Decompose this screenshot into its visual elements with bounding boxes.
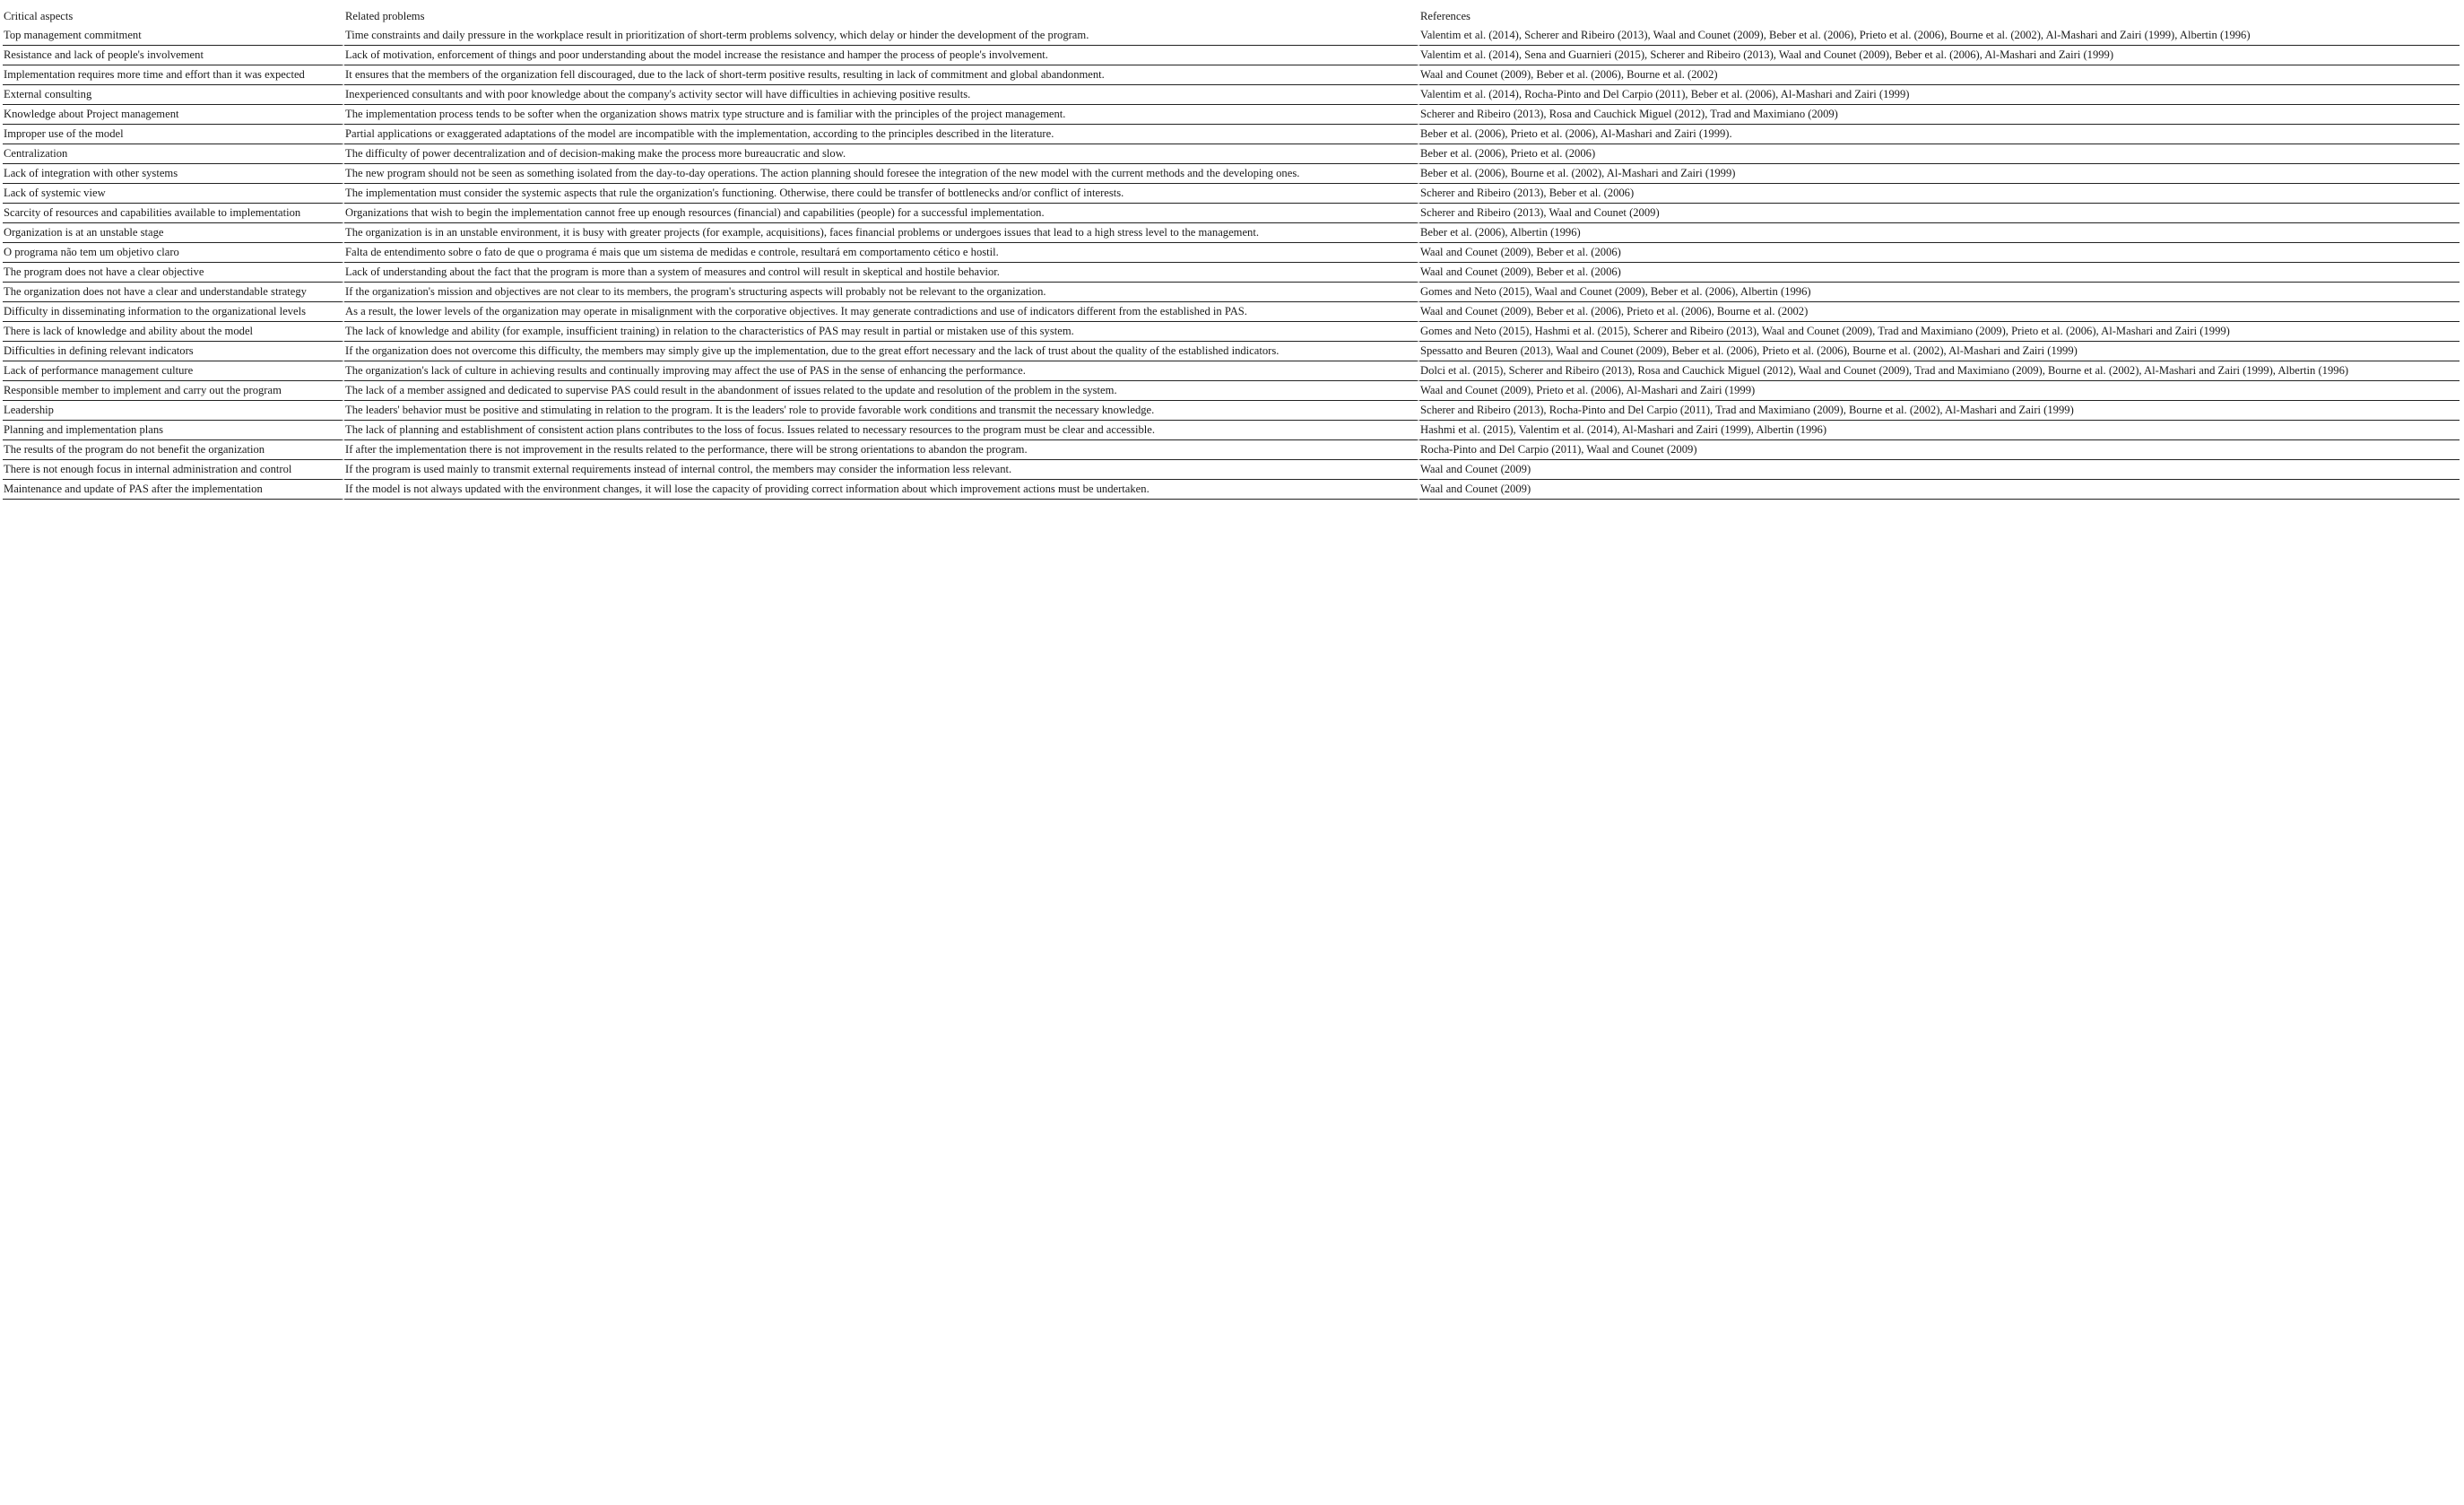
table-row [3, 381, 2460, 401]
table-row [3, 105, 2460, 125]
references-cell: Scherer and Ribeiro (2013), Rosa and Cauchick Miguel (2012), Trad and Maximiano (2009) [1419, 105, 2460, 125]
references-cell: Waal and Counet (2009) [1419, 480, 2460, 500]
table-header [3, 6, 2460, 26]
references-cell: Waal and Counet (2009), Beber et al. (2006) [1419, 263, 2460, 283]
references-cell: Scherer and Ribeiro (2013), Rocha-Pinto and Del Carpio (2011), Trad and Maximiano (2009), Bourne et al. (2002), Al-Mashari and Zairi (1999) [1419, 401, 2460, 421]
related-problem-cell: Inexperienced consultants and with poor knowledge about the company's activity sector will have difficulties in achieving positive results. [344, 85, 1419, 105]
critical-aspect-cell: Leadership [3, 401, 344, 421]
related-problem-cell: The organization's lack of culture in achieving results and continually improving may affect the use of PAS in the sense of enhancing the performance. [344, 361, 1419, 381]
related-problem-cell: The implementation process tends to be softer when the organization shows matrix type structure and is familiar with the principles of the project management. [344, 105, 1419, 125]
critical-aspect-cell: There is lack of knowledge and ability about the model [3, 322, 344, 342]
related-problem-cell: The lack of planning and establishment of consistent action plans contributes to the loss of focus. Issues related to necessary resources to the program must be clear and accessible. [344, 421, 1419, 440]
related-problem-cell: If the program is used mainly to transmit external requirements instead of internal control, the members may consider the information less relevant. [344, 460, 1419, 480]
header-references: References [1420, 10, 1471, 22]
critical-aspect-cell: Top management commitment [3, 26, 344, 46]
related-problem-cell: It ensures that the members of the organization fell discouraged, due to the lack of short-term positive results, resulting in lack of commitment and global abandonment. [344, 65, 1419, 85]
related-problem-cell: The leaders' behavior must be positive and stimulating in relation to the program. It is the leaders' role to provide favorable work conditions and transmit the necessary knowledge. [344, 401, 1419, 421]
references-cell: Waal and Counet (2009) [1419, 460, 2460, 480]
references-cell: Waal and Counet (2009), Beber et al. (2006), Prieto et al. (2006), Bourne et al. (2002) [1419, 302, 2460, 322]
critical-aspect-cell: Scarcity of resources and capabilities available to implementation [3, 204, 344, 223]
critical-aspect-cell: The results of the program do not benefit the organization [3, 440, 344, 460]
table-row [3, 125, 2460, 144]
related-problem-cell: As a result, the lower levels of the organization may operate in misalignment with the corporative objectives. It may generate contradictions and use of indicators different from the established in PAS. [344, 302, 1419, 322]
table-row [3, 342, 2460, 361]
references-cell: Spessatto and Beuren (2013), Waal and Counet (2009), Beber et al. (2006), Prieto et al. (2006), Bourne et al. (2002), Al-Mashari and Zairi (1999) [1419, 342, 2460, 361]
table-row [3, 26, 2460, 46]
header-related-problems: Related problems [345, 10, 425, 22]
table-row [3, 204, 2460, 223]
table-row [3, 223, 2460, 243]
table-row [3, 164, 2460, 184]
critical-aspect-cell: Planning and implementation plans [3, 421, 344, 440]
table-row [3, 263, 2460, 283]
table-row [3, 361, 2460, 381]
related-problem-cell: Falta de entendimento sobre o fato de que o programa é mais que um sistema de medidas e controle, resultará em comportamento cético e hostil. [344, 243, 1419, 263]
related-problem-cell: If the model is not always updated with the environment changes, it will lose the capacity of providing correct information about which improvement actions must be undertaken. [344, 480, 1419, 500]
table-row [3, 480, 2460, 500]
critical-aspect-cell: Knowledge about Project management [3, 105, 344, 125]
table-row [3, 421, 2460, 440]
related-problem-cell: The implementation must consider the systemic aspects that rule the organization's functioning. Otherwise, there could be transfer of bottlenecks and/or conflict of interests. [344, 184, 1419, 204]
critical-aspect-cell: Lack of systemic view [3, 184, 344, 204]
table-row [3, 46, 2460, 65]
related-problem-cell: Time constraints and daily pressure in the workplace result in prioritization of short-term problems solvency, which delay or hinder the development of the program. [344, 26, 1419, 46]
critical-aspect-cell: Implementation requires more time and effort than it was expected [3, 65, 344, 85]
critical-aspect-cell: Lack of integration with other systems [3, 164, 344, 184]
critical-aspect-cell: Responsible member to implement and carry out the program [3, 381, 344, 401]
table-row [3, 283, 2460, 302]
table-row [3, 401, 2460, 421]
related-problem-cell: Lack of understanding about the fact that the program is more than a system of measures and control will result in skeptical and hostile behavior. [344, 263, 1419, 283]
related-problem-cell: The lack of knowledge and ability (for example, insufficient training) in relation to the characteristics of PAS may result in partial or mistaken use of this system. [344, 322, 1419, 342]
critical-aspect-cell: There is not enough focus in internal administration and control [3, 460, 344, 480]
related-problem-cell: The organization is in an unstable environment, it is busy with greater projects (for example, acquisitions), faces financial problems or undergoes issues that lead to a high stress level to the management. [344, 223, 1419, 243]
table-row [3, 460, 2460, 480]
critical-aspect-cell: O programa não tem um objetivo claro [3, 243, 344, 263]
critical-aspect-cell: The program does not have a clear objective [3, 263, 344, 283]
critical-aspect-cell: Centralization [3, 144, 344, 164]
critical-aspect-cell: Improper use of the model [3, 125, 344, 144]
references-cell: Beber et al. (2006), Albertin (1996) [1419, 223, 2460, 243]
references-cell: Dolci et al. (2015), Scherer and Ribeiro (2013), Rosa and Cauchick Miguel (2012), Waal and Counet (2009), Trad and Maximiano (2009), Bourne et al. (2002), Al-Mashari and Zairi (1999), Albertin (1996) [1419, 361, 2460, 381]
references-cell: Beber et al. (2006), Bourne et al. (2002), Al-Mashari and Zairi (1999) [1419, 164, 2460, 184]
related-problem-cell: If the organization's mission and objectives are not clear to its members, the program's structuring aspects will probably not be relevant to the organization. [344, 283, 1419, 302]
table-row [3, 184, 2460, 204]
critical-aspects-table-container [3, 6, 2460, 500]
references-cell: Waal and Counet (2009), Beber et al. (2006), Bourne et al. (2002) [1419, 65, 2460, 85]
critical-aspect-cell: Difficulties in defining relevant indicators [3, 342, 344, 361]
related-problem-cell: The lack of a member assigned and dedicated to supervise PAS could result in the abandonment of issues related to the update and resolution of the problem in the system. [344, 381, 1419, 401]
critical-aspects-table [3, 6, 2460, 500]
references-cell: Scherer and Ribeiro (2013), Waal and Counet (2009) [1419, 204, 2460, 223]
references-cell: Scherer and Ribeiro (2013), Beber et al. (2006) [1419, 184, 2460, 204]
table-row [3, 302, 2460, 322]
header-critical-aspects: Critical aspects [4, 10, 74, 22]
header-row [3, 6, 2460, 26]
related-problem-cell: If the organization does not overcome this difficulty, the members may simply give up the implementation, due to the great effort necessary and the lack of trust about the quality of the established indicators. [344, 342, 1419, 361]
related-problem-cell: Partial applications or exaggerated adaptations of the model are incompatible with the implementation, according to the principles described in the literature. [344, 125, 1419, 144]
critical-aspect-cell: External consulting [3, 85, 344, 105]
references-cell: Waal and Counet (2009), Prieto et al. (2006), Al-Mashari and Zairi (1999) [1419, 381, 2460, 401]
critical-aspect-cell: Resistance and lack of people's involvement [3, 46, 344, 65]
references-cell: Valentim et al. (2014), Sena and Guarnieri (2015), Scherer and Ribeiro (2013), Waal and Counet (2009), Beber et al. (2006), Al-Mashari and Zairi (1999) [1419, 46, 2460, 65]
related-problem-cell: If after the implementation there is not improvement in the results related to the performance, there will be strong orientations to abandon the program. [344, 440, 1419, 460]
table-row [3, 322, 2460, 342]
table-row [3, 144, 2460, 164]
related-problem-cell: The difficulty of power decentralization and of decision-making make the process more bureaucratic and slow. [344, 144, 1419, 164]
table-body [3, 26, 2460, 500]
related-problem-cell: Organizations that wish to begin the implementation cannot free up enough resources (financial) and capabilities (people) for a successful implementation. [344, 204, 1419, 223]
references-cell: Gomes and Neto (2015), Waal and Counet (2009), Beber et al. (2006), Albertin (1996) [1419, 283, 2460, 302]
references-cell: Valentim et al. (2014), Scherer and Ribeiro (2013), Waal and Counet (2009), Beber et al. (2006), Prieto et al. (2006), Bourne et al. (2002), Al-Mashari and Zairi (1999), Albertin (1996) [1419, 26, 2460, 46]
references-cell: Rocha-Pinto and Del Carpio (2011), Waal and Counet (2009) [1419, 440, 2460, 460]
critical-aspect-cell: The organization does not have a clear and understandable strategy [3, 283, 344, 302]
critical-aspect-cell: Difficulty in disseminating information to the organizational levels [3, 302, 344, 322]
references-cell: Beber et al. (2006), Prieto et al. (2006) [1419, 144, 2460, 164]
critical-aspect-cell: Lack of performance management culture [3, 361, 344, 381]
critical-aspect-cell: Organization is at an unstable stage [3, 223, 344, 243]
references-cell: Hashmi et al. (2015), Valentim et al. (2014), Al-Mashari and Zairi (1999), Albertin (1996) [1419, 421, 2460, 440]
critical-aspect-cell: Maintenance and update of PAS after the implementation [3, 480, 344, 500]
table-row [3, 85, 2460, 105]
table-row [3, 243, 2460, 263]
related-problem-cell: Lack of motivation, enforcement of things and poor understanding about the model increase the resistance and hamper the process of people's involvement. [344, 46, 1419, 65]
table-row [3, 65, 2460, 85]
references-cell: Beber et al. (2006), Prieto et al. (2006), Al-Mashari and Zairi (1999). [1419, 125, 2460, 144]
related-problem-cell: The new program should not be seen as something isolated from the day-to-day operations. The action planning should foresee the integration of the new model with the current methods and the developing ones. [344, 164, 1419, 184]
references-cell: Valentim et al. (2014), Rocha-Pinto and Del Carpio (2011), Beber et al. (2006), Al-Mashari and Zairi (1999) [1419, 85, 2460, 105]
references-cell: Waal and Counet (2009), Beber et al. (2006) [1419, 243, 2460, 263]
references-cell: Gomes and Neto (2015), Hashmi et al. (2015), Scherer and Ribeiro (2013), Waal and Counet (2009), Trad and Maximiano (2009), Prieto et al. (2006), Al-Mashari and Zairi (1999) [1419, 322, 2460, 342]
table-row [3, 440, 2460, 460]
